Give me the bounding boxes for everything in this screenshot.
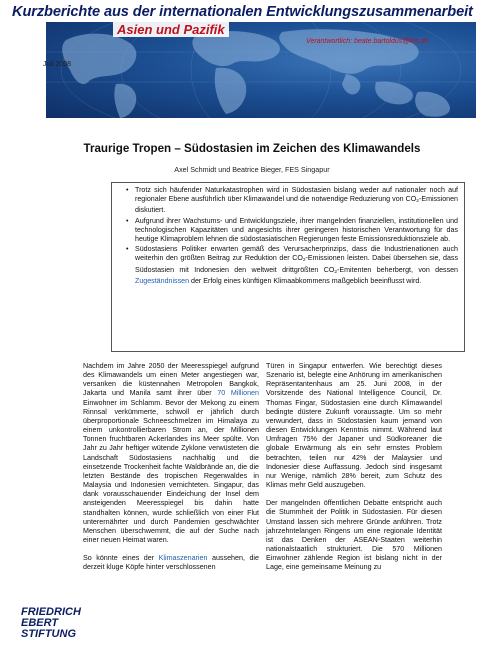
body-paragraph: Türen in Singapur entwerfen. Wie berechtigt dieses Szenario ist, belegte eine Anhörung im amerikanischen Repräsentantenhaus am 25. Juni 2008, in der Vorsitzende des National Intelligence Council, Dr. Thomas Fingar, Südostasien eine durch Klimawandel bedingte düstere Zukunft voraussagte. Um so mehr verwundert, dass in Südostasien kaum jemand von diesen Entwicklungen Kenntnis nimmt. Während laut Umfragen 75% der Japaner und Südkoreaner die globale Erwärmung als ein sehr ernstes Problem betrachten, teilen nur 42% der Malaysier und Indonesier diese Auffassung. Jedoch sind insgesamt nur Wenige, nämlich 28% bereit, zum Schutz des Klimas mehr Geld auszugeben. (266, 362, 442, 490)
summary-bullet: • Südostasiens Politiker erwarten gemäß des Verursacherprinzips, dass die Industrienationen auch weiterhin den größten Beitrag zur Reduktion der $CO_2$-Emissionen leisten. Dabei übersehen sie, dass Südostasien mit Indonesien den weltweit drittgrößten $CO_2$-Emitenten beherbergt, von dessen Zugeständnissen der Erfolg eines künftigen Klimaabkommens maßgeblich beeinflusst wird. (127, 245, 458, 286)
summary-bullet: • Trotz sich häufender Naturkatastrophen wird in Südostasien bislang weder auf nationaler noch auf regionaler Ebene ausführlich über Klimawandel und die notwendige Reduzierung von $CO_2$-Emissionen diskutiert. (127, 186, 458, 216)
fes-logo: FRIEDRICH EBERT STIFTUNG (21, 606, 81, 640)
summary-list (118, 186, 458, 286)
body-column-right (266, 362, 442, 581)
summary-box (111, 182, 465, 352)
footnote-link[interactable]: 70 Millionen (217, 389, 259, 398)
responsible-contact: Verantwortlich: beate.bartoldus@fes.de (306, 38, 429, 45)
body-column-left (83, 362, 259, 581)
article-authors: Axel Schmidt und Beatrice Bieger, FES Singapur (174, 165, 330, 174)
body-paragraph: Nachdem im Jahre 2050 der Meeresspiegel aufgrund des Klimawandels um einen Meter angestiegen war, versanken die küstennahen Metropolen Bangkok, Jakarta und Manila samt ihrer über 70 Millionen Einwohner im Schlamm. Bevor der Mekong zu einem Rinnsal verkümmerte, schwoll er jährlich durch überproportionale Schneeschmelzen im Himalaya zu einem unkontrollierbaren Strom an, der Millionen Tonnen fruchtbaren Ackerlandes ins Meer spülte. Von Jahr zu Jahr heftiger wütende Zyklone verwüsteten die Landschaft Südostasiens nachhaltig und die einsetzende Trockenheit fachte Waldbrände an, die die letzten Bestände des tropischen Regenwaldes in Malaysia und Indonesien vernichteten. Singapur, das dank vorausschauender Eindeichung der Insel dem ansteigenden Meeresspiegel bis dahin hatte standhalten können, wurde schließlich von einer Flut unterernährter und durch Pandemien geschwächter Menschen überschwemmt, die auf der Suche nach einer neuen Heimat waren. (83, 362, 259, 544)
summary-bullet: • Aufgrund ihrer Wachstums- und Entwicklungsziele, ihrer mangelnden finanziellen, institutionellen und technologischen Kapazitäten und angesichts ihrer geringeren historischen Verantwortung für das heutige Klimaproblem lehnen die südostasiatischen Regierungen feste Emissionsreduktionsziele ab. (127, 217, 458, 245)
world-map-graphic (46, 22, 476, 118)
publication-date: Juli 2008 (43, 61, 72, 68)
article-title: Traurige Tropen – Südostasien im Zeichen des Klimawandels (83, 142, 421, 155)
region-label: Asien und Pazifik (113, 22, 229, 37)
series-title: Kurzberichte aus der internationalen Entwicklungszusammenarbeit (12, 4, 473, 20)
footnote-link[interactable]: Zugeständnissen (135, 276, 190, 285)
footnote-link[interactable]: Klimaszenarien (158, 554, 208, 563)
world-map-banner (46, 22, 476, 118)
body-paragraph: So könnte eines der Klimaszenarien aussehen, die derzeit kluge Köpfe hinter verschlossenen (83, 554, 259, 572)
body-paragraph: Der mangelnden öffentlichen Debatte entspricht auch die Stummheit der Politik in Südostasien. Für diesen Umstand lassen sich mehrere Gründe anführen. Trotz jahrzehntelangen Ringens um eine regionale Identität ist das Denken der ASEAN-Staaten weiterhin nationalstaatlich strukturiert. Die 570 Millionen Einwohner zählende Region ist bislang nicht in der Lage, eine gemeinsame Meinung zu (266, 499, 442, 572)
